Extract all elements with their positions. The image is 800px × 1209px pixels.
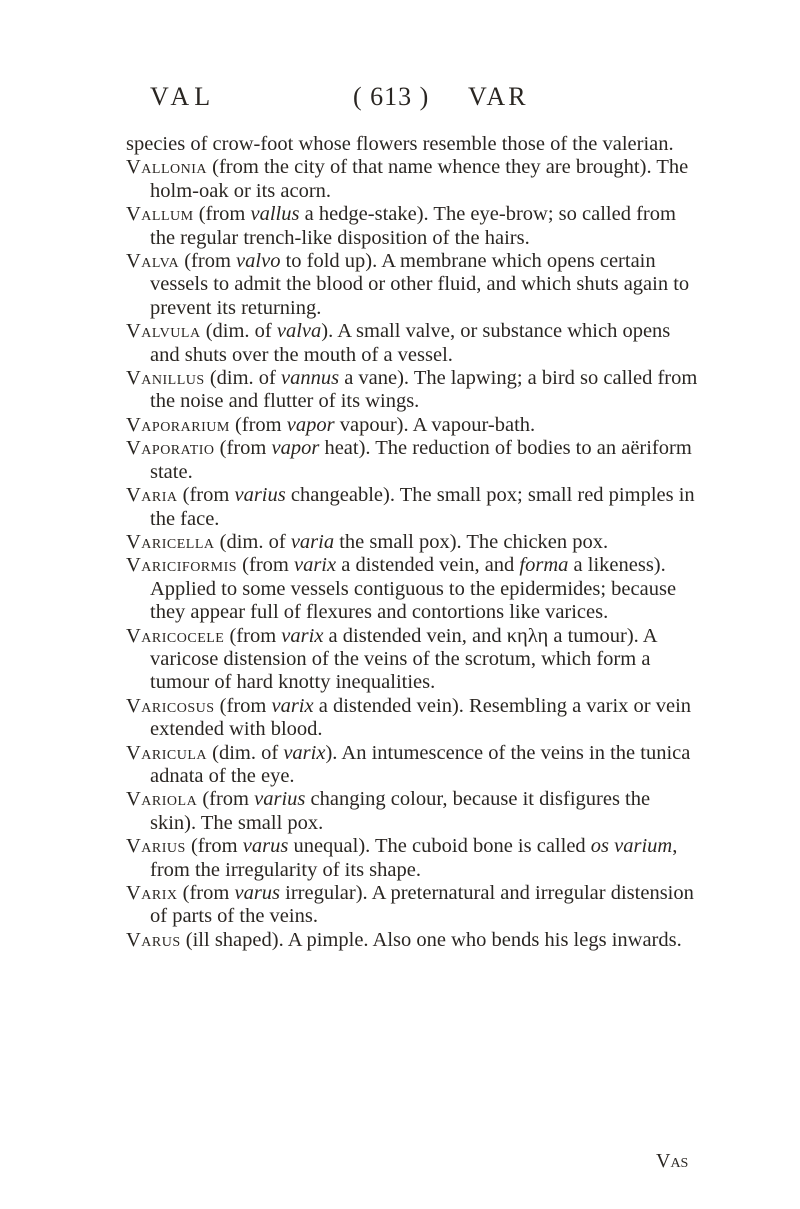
entry-headword: Varicula bbox=[126, 741, 208, 764]
entry-etymon: varus bbox=[234, 882, 281, 904]
entry-text: irregular). A preternatural and irregular distension of parts of the veins. bbox=[150, 882, 694, 928]
entry-text: vapour). A vapour-bath. bbox=[334, 413, 536, 436]
dictionary-entry bbox=[126, 554, 698, 624]
entry-etymon: valva bbox=[276, 320, 322, 343]
entry-headword: Valva bbox=[126, 250, 180, 273]
entry-headword: Valvula bbox=[126, 320, 201, 343]
dictionary-entry bbox=[126, 320, 698, 367]
entry-text: the small pox). The chicken pox. bbox=[334, 530, 609, 553]
entry-text: (from bbox=[214, 437, 272, 460]
entry-etymon: varix bbox=[281, 624, 324, 647]
dictionary-entry bbox=[126, 835, 698, 882]
entry-headword: Variola bbox=[126, 788, 198, 811]
entry-headword: Varicella bbox=[126, 530, 215, 553]
entry-text: (from bbox=[214, 694, 272, 717]
entry-headword: Varicocele bbox=[126, 624, 225, 647]
entry-etymon: varius bbox=[254, 788, 306, 811]
dictionary-entry bbox=[126, 414, 698, 437]
dictionary-entry bbox=[126, 625, 698, 695]
dictionary-entry bbox=[126, 156, 698, 203]
entry-text: (ill shaped). A pimple. Also one who bends his legs inwards. bbox=[180, 928, 682, 951]
header-right-guide-word: VAR bbox=[468, 82, 529, 111]
entry-text: (dim. of bbox=[204, 367, 281, 390]
entry-text: (dim. of bbox=[214, 530, 291, 553]
entry-text: a distended vein, and bbox=[336, 554, 520, 577]
entry-headword: Vallum bbox=[126, 203, 194, 226]
entry-etymon: forma bbox=[519, 554, 569, 577]
entry-text: (from bbox=[197, 788, 255, 811]
dictionary-entry bbox=[126, 437, 698, 484]
entry-etymon: vannus bbox=[280, 367, 340, 390]
entry-etymon: varus bbox=[242, 835, 289, 858]
entry-list bbox=[126, 156, 698, 952]
entry-text: (from bbox=[237, 554, 294, 577]
entry-text: changing colour, because it disfigures the skin). The small pox. bbox=[150, 788, 651, 834]
entry-etymon: varix bbox=[283, 741, 326, 764]
entry-text: (dim. of bbox=[200, 320, 277, 343]
entry-etymon: vallus bbox=[250, 203, 300, 226]
entry-text: ). A small valve, or substance which opens and shuts over the mouth of a vessel. bbox=[150, 320, 671, 366]
continuation-text: species of crow-foot whose flowers resemble those of the valerian. bbox=[126, 133, 674, 155]
entry-text: unequal). The cuboid bone is called bbox=[288, 835, 591, 858]
entry-headword: Vaporarium bbox=[126, 413, 230, 436]
entry-text: to fold up). A membrane which opens certain vessels to admit the blood or other fluid, and which shuts again to prevent its returning. bbox=[150, 250, 690, 319]
entry-text: ). An intumescence of the veins in the tunica adnata of the eye. bbox=[150, 741, 691, 787]
dictionary-entry bbox=[126, 531, 698, 554]
entries-column bbox=[126, 133, 698, 952]
entry-headword: Varus bbox=[126, 928, 181, 951]
entry-etymon: varia bbox=[290, 530, 335, 553]
entry-text: a hedge-stake). The eye-brow; so called from the regular trench-like disposition of the hairs. bbox=[150, 203, 676, 249]
entry-etymon: varix bbox=[271, 694, 314, 717]
entry-text: a likeness). Applied to some vessels contiguous to the epidermides; because they appear full of flexures and contortions like varices. bbox=[150, 554, 677, 624]
entry-text: (from bbox=[177, 882, 235, 904]
entry-text: a distended vein). Resembling a varix or vein extended with blood. bbox=[150, 694, 692, 741]
catchword: Vas bbox=[656, 1150, 689, 1172]
dictionary-entry bbox=[126, 742, 698, 789]
entry-text: changeable). The small pox; small red pimples in the face. bbox=[150, 484, 695, 530]
entry-headword: Varius bbox=[126, 835, 186, 858]
entry-etymon: vapor bbox=[286, 413, 335, 436]
entry-headword: Vallonia bbox=[126, 156, 208, 179]
entry-text: (from bbox=[229, 413, 287, 436]
entry-headword: Varicosus bbox=[126, 694, 215, 717]
entry-headword: Variciformis bbox=[126, 554, 238, 577]
entry-text: (from bbox=[179, 250, 237, 273]
dictionary-entry bbox=[126, 484, 698, 531]
entry-headword: Varia bbox=[126, 484, 178, 507]
header-left-guide-word: VAL bbox=[150, 82, 216, 111]
entry-text: a vane). The lapwing; a bird so called from the noise and flutter of its wings. bbox=[150, 367, 698, 413]
entry-text: (from the city of that name whence they are brought). bbox=[207, 156, 652, 179]
running-header bbox=[150, 82, 698, 118]
entry-text: (from bbox=[177, 484, 235, 507]
entry-etymon: varius bbox=[234, 484, 286, 507]
entry-text: a distended vein, and κηλη a tumour). A varicose distension of the veins of the scrotum, which form a tumour of hard knotty inequalities. bbox=[150, 624, 657, 694]
dictionary-entry bbox=[126, 250, 698, 320]
entry-text: (dim. of bbox=[207, 741, 284, 764]
dictionary-entry bbox=[126, 788, 698, 835]
dictionary-entry bbox=[126, 367, 698, 414]
entry-text: , from the irregularity of its shape. bbox=[150, 835, 678, 881]
dictionary-entry bbox=[126, 203, 698, 250]
entry-text: (from bbox=[224, 624, 282, 647]
entry-headword: Vaporatio bbox=[126, 437, 215, 460]
entry-headword: Varix bbox=[126, 882, 178, 904]
entry-headword: Vanillus bbox=[126, 367, 205, 390]
page-number: ( 613 ) bbox=[353, 82, 430, 111]
entry-text: (from bbox=[185, 835, 243, 858]
entry-etymon: os varium bbox=[590, 835, 673, 858]
entry-text: The holm-oak or its acorn. bbox=[150, 156, 689, 202]
entry-text: (from bbox=[193, 203, 251, 226]
dictionary-entry bbox=[126, 882, 698, 929]
dictionary-entry bbox=[126, 929, 698, 952]
entry-etymon: varix bbox=[293, 554, 337, 577]
entry-etymon: valvo bbox=[236, 250, 281, 273]
entry-text: heat). The reduction of bodies to an aëriform state. bbox=[150, 437, 692, 483]
entry-etymon: vapor bbox=[271, 437, 320, 460]
dictionary-entry bbox=[126, 695, 698, 742]
